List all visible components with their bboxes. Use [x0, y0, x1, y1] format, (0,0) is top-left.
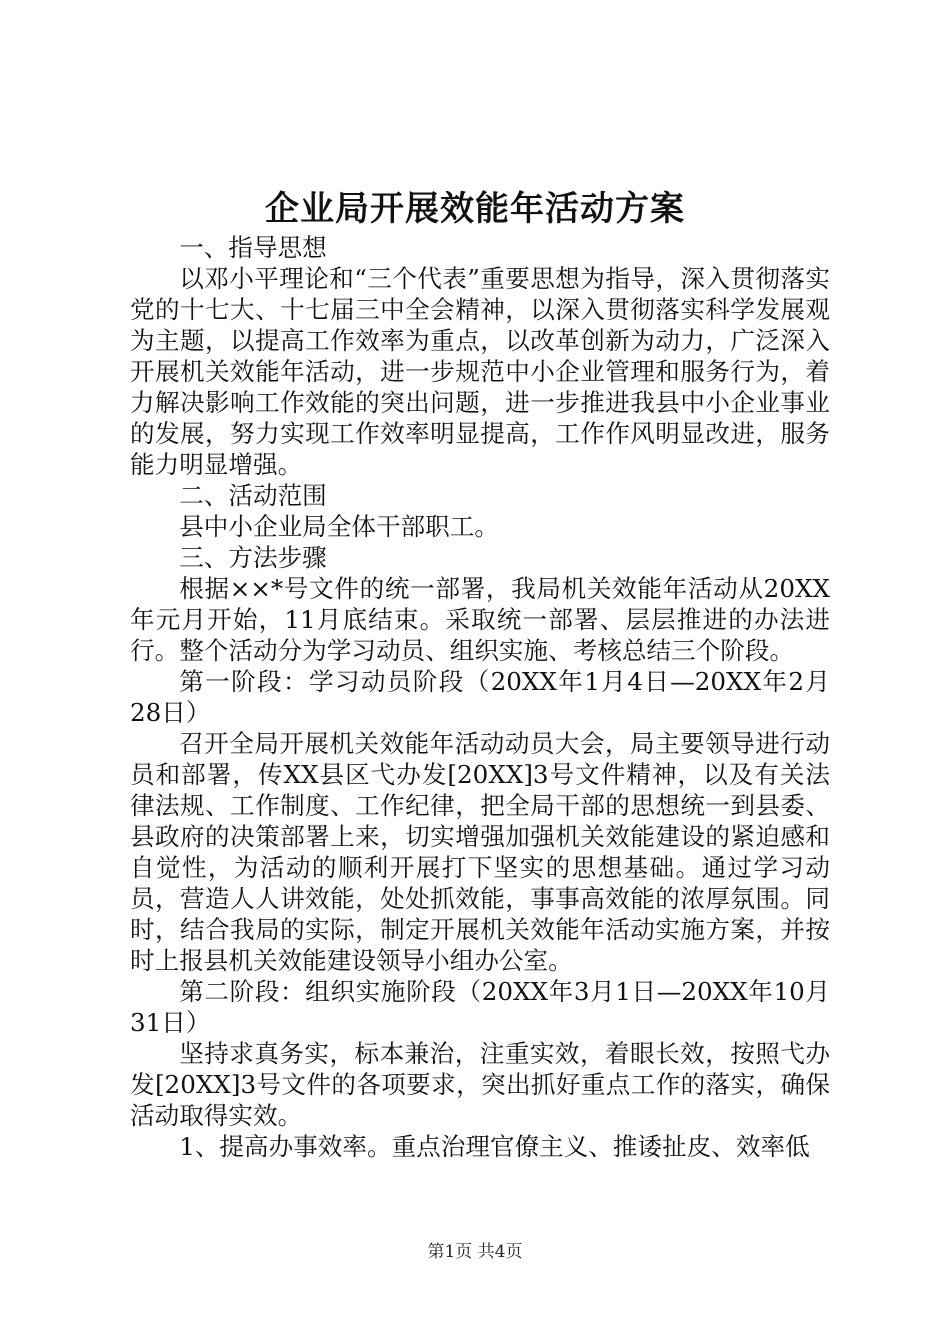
- body-paragraph: 县中小企业局全体干部职工。: [179, 512, 499, 541]
- body-paragraph: 根据××*号文件的统一部署，我局机关效能年活动从20XX年元月开始，11月底结束。采取统一部署、层层推进的办法进行。整个活动分为学习动员、组织实施、考核总结三个阶段。: [130, 574, 830, 665]
- section-heading-activity-scope: 二、活动范围: [179, 481, 327, 510]
- body-paragraph: 坚持求真务实，标本兼治，注重实效，着眼长效，按照弋办发[20XX]3号文件的各项要求，突出抓好重点工作的落实，确保活动取得实效。: [130, 1039, 830, 1130]
- section-heading-guiding-ideology: 一、指导思想: [179, 233, 327, 262]
- page-number: 第1页 共4页: [427, 1242, 523, 1262]
- body-paragraph: 召开全局开展机关效能年活动动员大会，局主要领导进行动员和部署，传XX县区弋办发[20XX]3号文件精神，以及有关法律法规、工作制度、工作纪律，把全局干部的思想统一到县委、县政府的决策部署上来，切实增强加强机关效能建设的紧迫感和自觉性，为活动的顺利开展打下坚实的思想基础。通过学习动员，营造人人讲效能，处处抓效能，事事高效能的浓厚氛围。同时，结合我局的实际，制定开展机关效能年活动实施方案，并按时上报县机关效能建设领导小组办公室。: [130, 729, 830, 975]
- body-paragraph: 1、提高办事效率。重点治理官僚主义、推诿扯皮、效率低: [179, 1132, 810, 1161]
- document-title: 企业局开展效能年活动方案: [265, 189, 685, 229]
- phase-heading-first: 第一阶段：学习动员阶段（20XX年1月4日—20XX年2月28日）: [130, 667, 830, 727]
- body-paragraph: 以邓小平理论和“三个代表”重要思想为指导，深入贯彻落实党的十七大、十七届三中全会精神，以深入贯彻落实科学发展观为主题，以提高工作效率为重点，以改革创新为动力，广泛深入开展机关效能年活动，进一步规范中小企业管理和服务行为，着力解决影响工作效能的突出问题，进一步推进我县中小企业事业的发展，努力实现工作效率明显提高，工作作风明显改进，服务能力明显增强。: [130, 264, 830, 479]
- section-heading-methods-steps: 三、方法步骤: [179, 543, 327, 572]
- phase-heading-second: 第二阶段：组织实施阶段（20XX年3月1日—20XX年10月31日）: [130, 977, 830, 1037]
- document-body: [130, 232, 830, 1162]
